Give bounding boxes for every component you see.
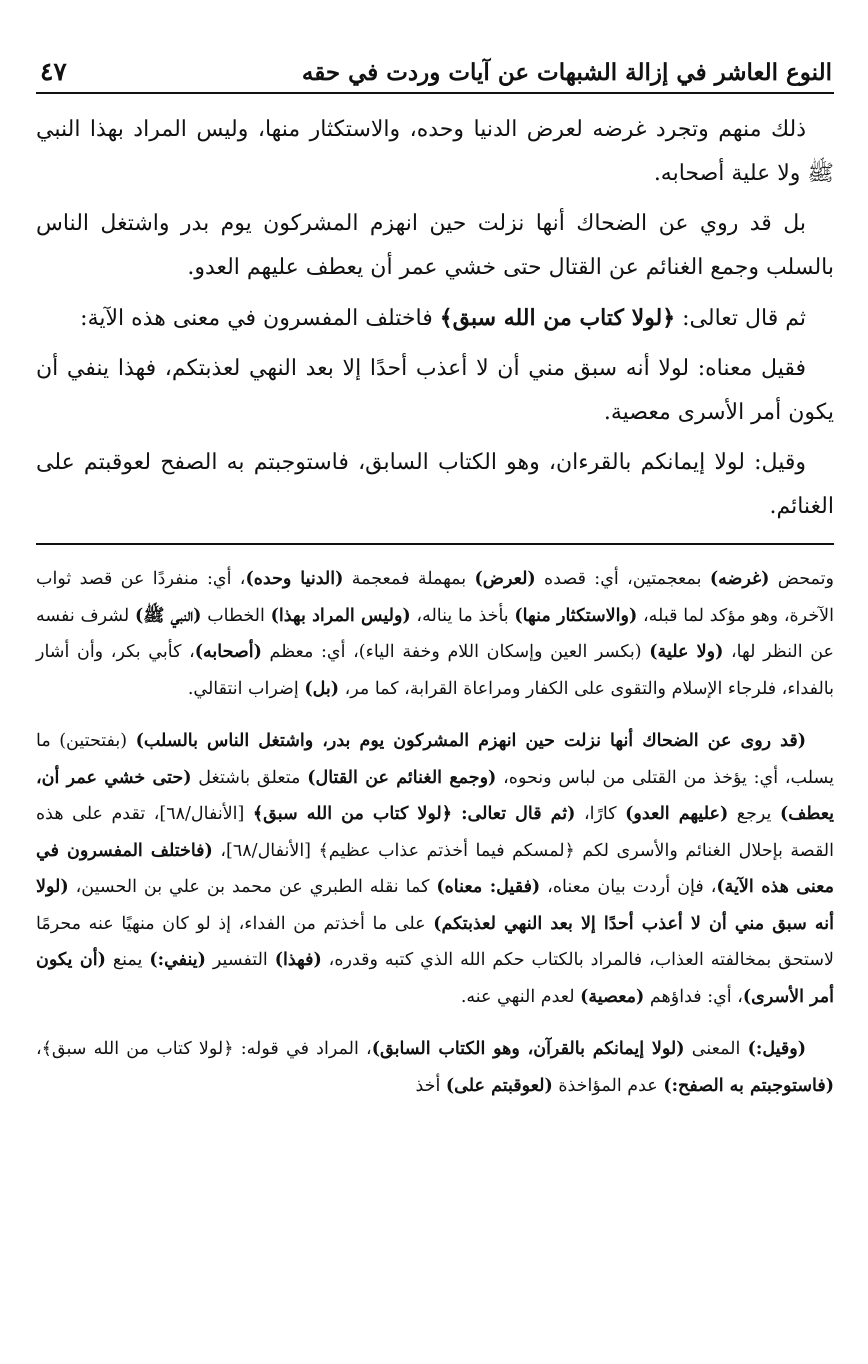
text-run: لعدم النهي عنه.: [460, 986, 581, 1007]
bold-quoted-text: (والاستكثار منها): [514, 605, 638, 626]
bold-quoted-text: (أصحابه): [194, 642, 262, 662]
bold-quoted-text: (معصية): [580, 986, 645, 1007]
text-run: التفسير: [205, 950, 275, 970]
text-run: وقيل: لولا إيمانكم بالقرءان، وهو الكتاب السابق، فاستوجبتم به الصفح لعوقبتم على الغنائم.: [36, 450, 834, 519]
bold-quoted-text: (الدنيا وحده): [245, 569, 344, 589]
text-run: متعلق باشتغل: [191, 767, 308, 788]
page-number: ٤٧: [40, 57, 67, 86]
text-run: المعنى: [684, 1039, 748, 1059]
text-run: ، أي: فداؤهم: [644, 986, 743, 1007]
bold-quoted-text: (أن يكون أمر الأسرى): [36, 950, 834, 1007]
bold-quoted-text: (لولا إيمانكم بالقرآن، وهو الكتاب السابق): [371, 1039, 685, 1059]
bold-quoted-text: (فاختلف المفسرون في معنى هذه الآية): [36, 840, 834, 897]
bold-quoted-text: (فاستوجبتم به الصفح:): [663, 1075, 834, 1096]
bold-quoted-text: (غرضه): [709, 569, 770, 589]
text-run: بأخذ ما يناله،: [410, 605, 515, 626]
bold-quoted-text: (وقيل:): [747, 1039, 806, 1059]
main-text: [36, 108, 834, 529]
bold-quoted-text: (حتى خشي عمر أن، يعطف): [36, 767, 835, 824]
bold-quoted-text: (وجمع الغنائم عن القتال): [307, 767, 497, 788]
footnote-divider: [36, 543, 834, 545]
main-paragraph: [36, 202, 834, 290]
text-run: لشرف نفسه عن النظر لها،: [36, 605, 834, 662]
text-run: إضراب انتقالي.: [187, 678, 305, 699]
bold-quoted-text: (فقيل: معناه): [436, 877, 541, 897]
bold-quoted-text: (النبي ﷺ): [134, 605, 202, 626]
text-run: ، أي: منفردًا عن قصد ثواب الآخرة، وهو مؤكد لما قبله،: [36, 569, 834, 626]
text-run: ثم قال تعالى:: [675, 306, 806, 331]
text-run: وتمحض: [769, 569, 834, 589]
bold-quoted-text: (بل): [304, 678, 340, 699]
text-run: ، فإن أردت بيان معناه،: [540, 877, 717, 897]
text-run: بل قد روي عن الضحاك أنها نزلت حين انهزم المشركون يوم بدر واشتغل الناس بالسلب وجمع الغنائم عن القتال حتى خشي عمر أن يعطف عليهم العدو.: [36, 211, 834, 280]
bold-quoted-text: (لعوقبتم على): [445, 1075, 553, 1096]
bold-quoted-text: (عليهم العدو): [625, 804, 729, 824]
text-run: بمعجمتين، أي: قصده: [535, 569, 710, 589]
text-run: عدم المؤاخذة: [552, 1075, 664, 1096]
running-header-title: النوع العاشر في إزالة الشبهات عن آيات وردت في حقه: [301, 59, 832, 86]
text-run: [الأنفال/٦٨]، تقدم على هذه القصة بإحلال الغنائم والأسرى لكم ﴿لمسكم فيما أخذتم عذاب عظيم﴾ [الأنفال/٦٨]،: [36, 804, 835, 861]
bold-quoted-text: (ثم قال تعالى: ﴿لولا كتاب من الله سبق﴾: [252, 804, 576, 824]
text-run: كما نقله الطبري عن محمد بن علي بن الحسين،: [68, 877, 437, 897]
commentary-paragraph: [36, 1031, 834, 1104]
text-run: فاختلف المفسرون في معنى هذه الآية:: [80, 306, 440, 331]
main-paragraph: [36, 441, 834, 529]
bold-quoted-text: (لعرض): [474, 569, 536, 589]
main-paragraph: [36, 347, 834, 435]
text-run: يرجع: [728, 804, 780, 824]
bold-quoted-text: (لولا أنه سبق مني أن لا أعذب أحدًا إلا بعد النهي لعذبتكم): [36, 877, 834, 934]
text-run: بمهملة فمعجمة: [343, 569, 475, 589]
commentary: [36, 561, 834, 1104]
text-run: (بفتحتين) ما يسلب، أي: يؤخذ من القتلى من لباس ونحوه،: [36, 731, 834, 788]
bold-quoted-text: (ولا علية): [649, 642, 724, 662]
text-run: (بكسر العين وإسكان اللام وخفة الياء)، أي: معظم: [261, 642, 650, 662]
text-run: كارًا،: [575, 804, 626, 824]
bold-quoted-text: ﴿لولا كتاب من الله سبق﴾: [439, 305, 676, 331]
text-run: ، المراد في قوله: ﴿لولا كتاب من الله سبق﴾،: [36, 1039, 372, 1059]
text-run: الخطاب: [201, 605, 271, 626]
bold-quoted-text: (ينفي:): [149, 950, 206, 970]
bold-quoted-text: (قد روى عن الضحاك أنها نزلت حين انهزم المشركون يوم بدر، واشتغل الناس بالسلب): [135, 731, 806, 751]
commentary-paragraph: [36, 723, 834, 1015]
text-run: يمنع: [105, 950, 150, 970]
text-run: فقيل معناه: لولا أنه سبق مني أن لا أعذب أحدًا إلا بعد النهي لعذبتكم، فهذا ينفي أن يكون أمر الأسرى معصية.: [36, 356, 834, 425]
commentary-paragraph: [36, 561, 834, 707]
running-header: [36, 40, 834, 94]
text-run: أخذ: [415, 1075, 446, 1096]
text-run: ذلك منهم وتجرد غرضه لعرض الدنيا وحده، والاستكثار منها، وليس المراد بهذا النبي ﷺ ولا علية أصحابه.: [36, 117, 834, 186]
main-paragraph: [36, 108, 834, 196]
bold-quoted-text: (فهذا): [274, 950, 322, 970]
text-run: على ما أخذتم من الفداء، إذ لو كان منهيًا عنه محرمًا لاستحق بمخالفته العذاب، فالمراد بالكتاب حكم الله الذي كتبه وقدره،: [36, 913, 834, 970]
bold-quoted-text: (وليس المراد بهذا): [270, 605, 411, 626]
text-run: ، كأبي بكر، وأن أشار بالفداء، فلرجاء الإسلام والتقوى على الكفار ومراعاة القرابة، كما مر،: [36, 642, 834, 699]
main-paragraph: [36, 296, 834, 341]
